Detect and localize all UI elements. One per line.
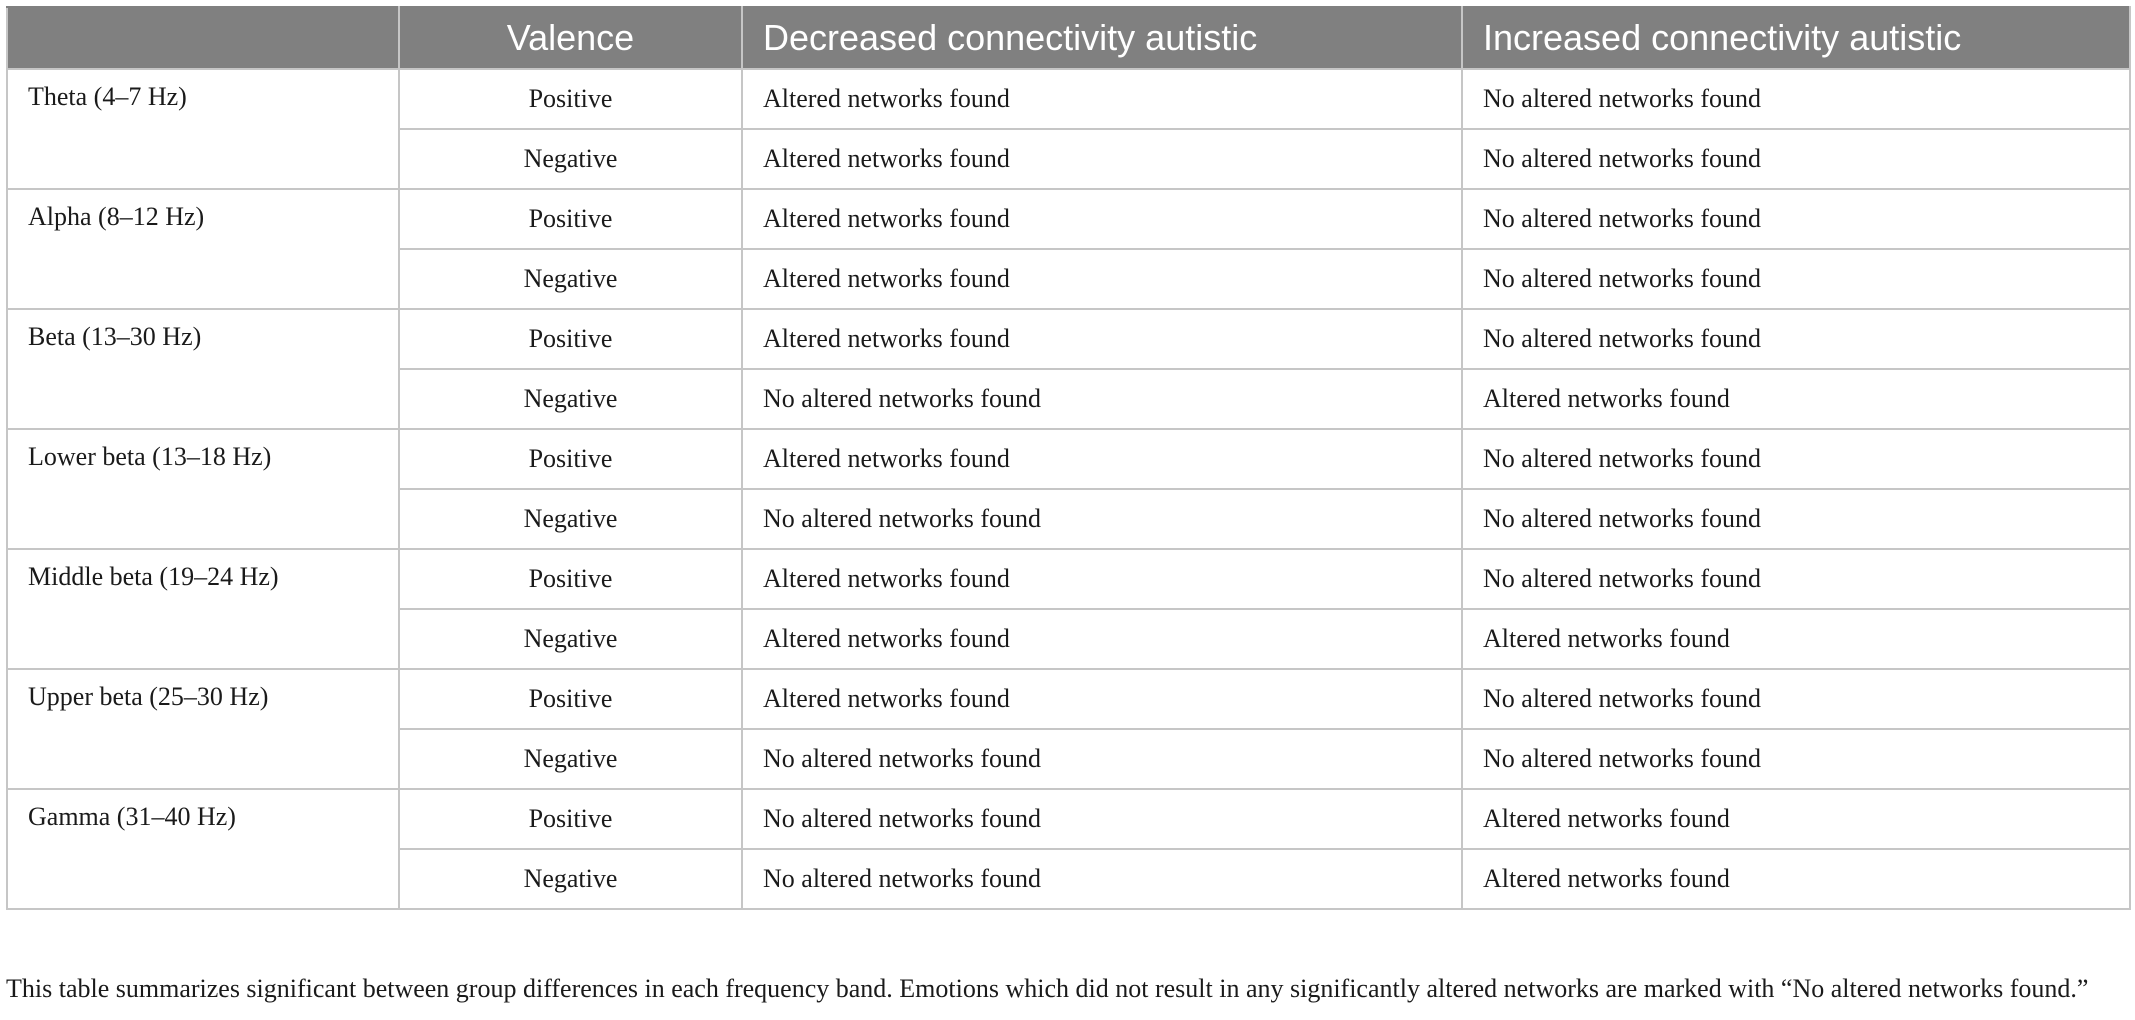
table-row [7, 669, 2130, 729]
decreased-cell: No altered networks found [742, 369, 1462, 429]
band-cell: Middle beta (19–24 Hz) [7, 549, 399, 669]
band-cell: Beta (13–30 Hz) [7, 309, 399, 429]
increased-cell: No altered networks found [1462, 489, 2130, 549]
header-row [7, 7, 2130, 69]
decreased-cell: No altered networks found [742, 489, 1462, 549]
increased-cell: Altered networks found [1462, 369, 2130, 429]
decreased-cell: No altered networks found [742, 789, 1462, 849]
decreased-cell: Altered networks found [742, 69, 1462, 129]
valence-cell: Negative [399, 129, 742, 189]
table-row [7, 789, 2130, 849]
table-row [7, 309, 2130, 369]
table-row [7, 429, 2130, 489]
valence-cell: Negative [399, 249, 742, 309]
header-band [7, 7, 399, 69]
results-table [6, 6, 2131, 910]
table-row [7, 549, 2130, 609]
decreased-cell: Altered networks found [742, 249, 1462, 309]
valence-cell: Positive [399, 309, 742, 369]
band-cell: Upper beta (25–30 Hz) [7, 669, 399, 789]
valence-cell: Positive [399, 549, 742, 609]
valence-cell: Negative [399, 729, 742, 789]
increased-cell: No altered networks found [1462, 249, 2130, 309]
increased-cell: No altered networks found [1462, 129, 2130, 189]
decreased-cell: Altered networks found [742, 549, 1462, 609]
valence-cell: Negative [399, 849, 742, 909]
increased-cell: Altered networks found [1462, 609, 2130, 669]
decreased-cell: Altered networks found [742, 429, 1462, 489]
table-body [7, 69, 2130, 909]
band-cell: Gamma (31–40 Hz) [7, 789, 399, 909]
valence-cell: Negative [399, 489, 742, 549]
increased-cell: No altered networks found [1462, 189, 2130, 249]
increased-cell: No altered networks found [1462, 669, 2130, 729]
decreased-cell: Altered networks found [742, 669, 1462, 729]
decreased-cell: No altered networks found [742, 849, 1462, 909]
band-cell: Theta (4–7 Hz) [7, 69, 399, 189]
table-row [7, 189, 2130, 249]
valence-cell: Positive [399, 189, 742, 249]
header-increased: Increased connectivity autistic [1462, 7, 2130, 69]
table-container [6, 6, 2129, 910]
increased-cell: Altered networks found [1462, 789, 2130, 849]
decreased-cell: Altered networks found [742, 129, 1462, 189]
band-cell: Alpha (8–12 Hz) [7, 189, 399, 309]
valence-cell: Positive [399, 69, 742, 129]
increased-cell: Altered networks found [1462, 849, 2130, 909]
decreased-cell: No altered networks found [742, 729, 1462, 789]
table-caption: This table summarizes significant between group differences in each frequency band. Emotions which did not result in any significantly altered networks are marked with “No altered networks found.” [6, 974, 2089, 1003]
decreased-cell: Altered networks found [742, 189, 1462, 249]
increased-cell: No altered networks found [1462, 549, 2130, 609]
valence-cell: Positive [399, 429, 742, 489]
valence-cell: Negative [399, 369, 742, 429]
header-valence: Valence [399, 7, 742, 69]
increased-cell: No altered networks found [1462, 729, 2130, 789]
table-row [7, 69, 2130, 129]
valence-cell: Negative [399, 609, 742, 669]
decreased-cell: Altered networks found [742, 609, 1462, 669]
increased-cell: No altered networks found [1462, 309, 2130, 369]
valence-cell: Positive [399, 669, 742, 729]
header-decreased: Decreased connectivity autistic [742, 7, 1462, 69]
decreased-cell: Altered networks found [742, 309, 1462, 369]
valence-cell: Positive [399, 789, 742, 849]
band-cell: Lower beta (13–18 Hz) [7, 429, 399, 549]
increased-cell: No altered networks found [1462, 69, 2130, 129]
increased-cell: No altered networks found [1462, 429, 2130, 489]
